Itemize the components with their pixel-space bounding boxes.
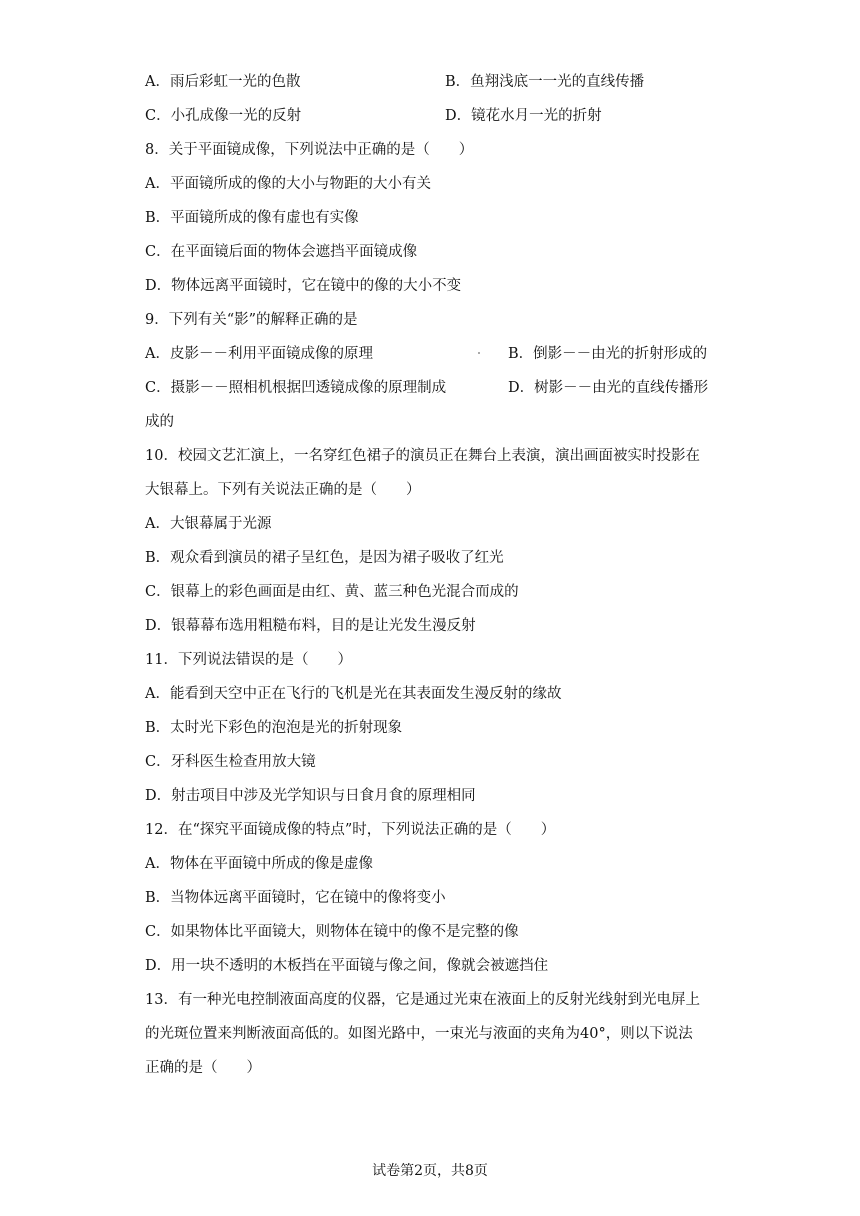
q13-stem-line2: 的光斑位置来判断液面高低的。如图光路中，一束光与液面的夹角为40°，则以下说法 (145, 1026, 693, 1042)
q7-option-b: B．鱼翔浅底一一光的直线传播 (445, 74, 645, 90)
q8-option-d: D．物体远离平面镜时，它在镜中的像的大小不变 (145, 278, 462, 294)
q12-stem: 12．在“探究平面镜成像的特点”时，下列说法正确的是（ ） (145, 822, 556, 838)
q9-option-d: D．树影－－由光的直线传播形 (508, 380, 709, 396)
q13-stem-line1: 13．有一种光电控制液面高度的仪器，它是通过光束在液面上的反射光线射到光电屏上 (145, 992, 700, 1008)
q7-option-d: D．镜花水月一光的折射 (445, 108, 602, 124)
q11-option-d: D．射击项目中涉及光学知识与日食月食的原理相同 (145, 788, 476, 804)
q12-option-d: D．用一块不透明的木板挡在平面镜与像之间，像就会被遮挡住 (145, 958, 549, 974)
q8-option-c: C．在平面镜后面的物体会遮挡平面镜成像 (145, 244, 418, 260)
q10-option-c: C．银幕上的彩色画面是由红、黄、蓝三种色光混合而成的 (145, 584, 519, 600)
q8-stem: 8．关于平面镜成像，下列说法中正确的是（ ） (145, 142, 474, 158)
q10-option-d: D．银幕幕布选用粗糙布料，目的是让光发生漫反射 (145, 618, 476, 634)
q13-stem-line3: 正确的是（ ） (145, 1060, 261, 1076)
q7-option-c: C．小孔成像一光的反射 (145, 108, 302, 124)
q10-stem-line2: 大银幕上。下列有关说法正确的是（ ） (145, 482, 421, 498)
q9-option-c: C．摄影－－照相机根据凹透镜成像的原理制成 (145, 380, 447, 396)
q11-option-c: C．牙科医生检查用放大镜 (145, 754, 316, 770)
stray-mark (478, 352, 480, 354)
q11-stem: 11．下列说法错误的是（ ） (145, 652, 352, 668)
q12-option-a: A．物体在平面镜中所成的像是虚像 (145, 856, 373, 872)
q9-option-a: A．皮影－－利用平面镜成像的原理 (145, 346, 373, 362)
q10-stem-line1: 10．校园文艺汇演上，一名穿红色裙子的演员正在舞台上表演，演出画面被实时投影在 (145, 448, 700, 464)
q10-option-a: A．大银幕属于光源 (145, 516, 272, 532)
q11-option-b: B．太时光下彩色的泡泡是光的折射现象 (145, 720, 403, 736)
q7-option-a: A．雨后彩虹一光的色散 (145, 74, 301, 90)
q12-option-b: B．当物体远离平面镜时，它在镜中的像将变小 (145, 890, 446, 906)
q10-option-b: B．观众看到演员的裙子呈红色，是因为裙子吸收了红光 (145, 550, 504, 566)
q9-option-d-continued: 成的 (145, 414, 174, 430)
q12-option-c: C．如果物体比平面镜大，则物体在镜中的像不是完整的像 (145, 924, 519, 940)
page-footer: 试卷第2页，共8页 (372, 1163, 488, 1179)
q11-option-a: A．能看到天空中正在飞行的飞机是光在其表面发生漫反射的缘故 (145, 686, 562, 702)
q9-stem: 9．下列有关“影”的解释正确的是 (145, 312, 358, 328)
q9-option-b: B．倒影－－由光的折射形成的 (508, 346, 708, 362)
q8-option-b: B．平面镜所成的像有虚也有实像 (145, 210, 359, 226)
q8-option-a: A．平面镜所成的像的大小与物距的大小有关 (145, 176, 431, 192)
